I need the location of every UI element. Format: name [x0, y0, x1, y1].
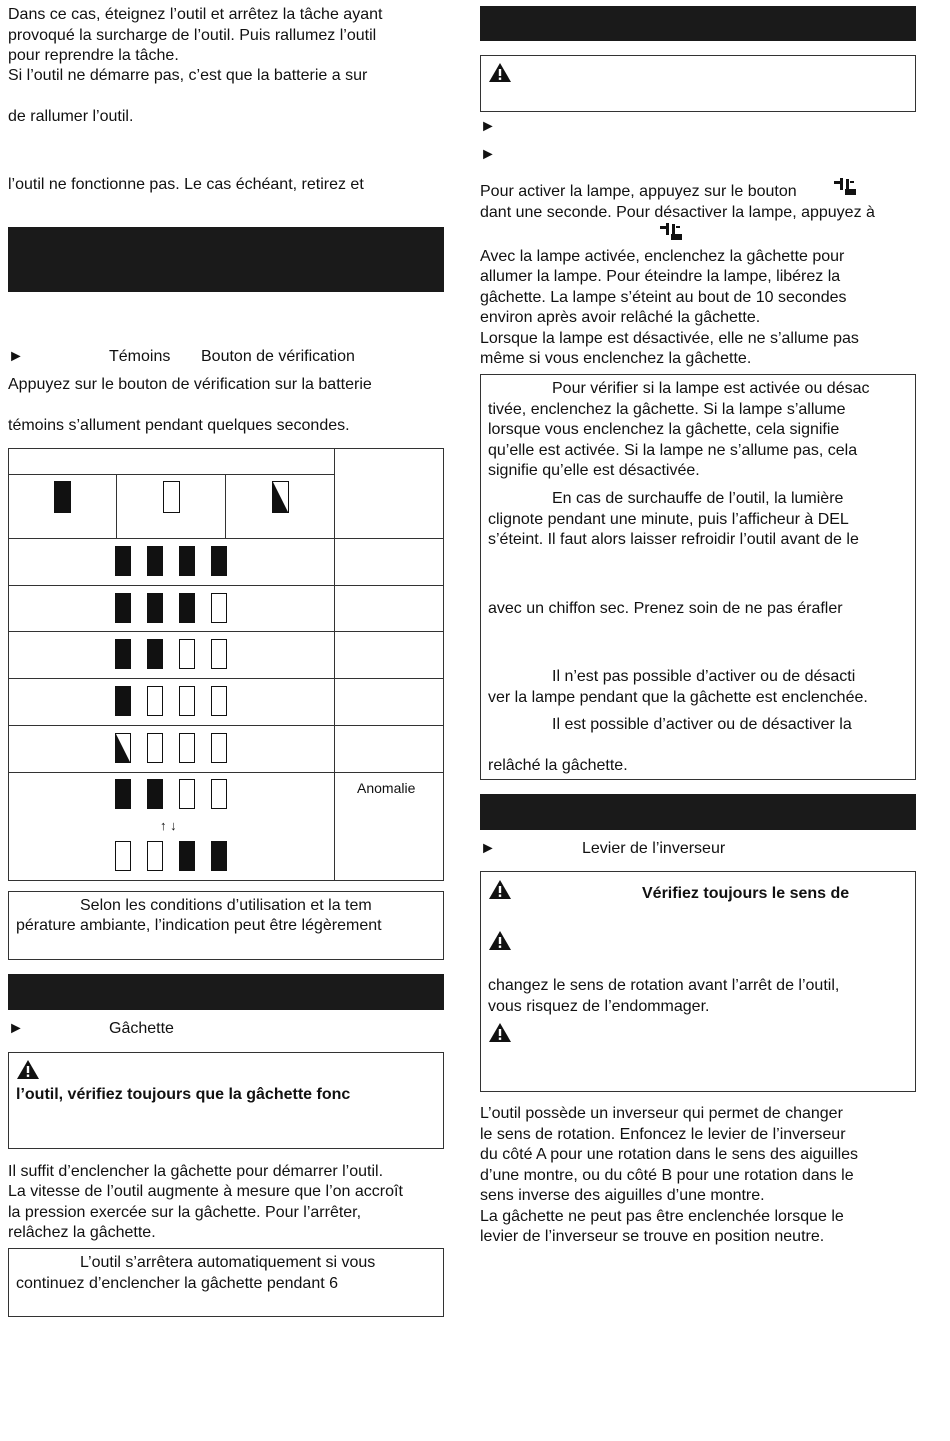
section-header-bar	[480, 6, 916, 41]
figure-label: Bouton de vérification	[201, 348, 355, 365]
note-text: continuez d’enclencher la gâchette pendant 6	[16, 1275, 339, 1292]
caution-text: changez le sens de rotation avant l’arrêt de l’outil,	[488, 977, 840, 994]
note-text: relâché la gâchette.	[488, 757, 628, 774]
body-text: Dans ce cas, éteignez l’outil et arrêtez la tâche ayant	[8, 6, 383, 23]
figure-arrow-icon: ►	[8, 1020, 24, 1037]
note-text: clignote pendant une minute, puis l’afficheur à DEL	[488, 511, 849, 528]
figure-arrow-icon: ►	[480, 118, 496, 135]
body-text: allumer la lampe. Pour éteindre la lampe, libérez la	[480, 268, 841, 285]
note-text: avec un chiffon sec. Prenez soin de ne pas érafler	[488, 600, 843, 617]
warning-triangle-icon	[488, 930, 512, 951]
note-text: tivée, enclenchez la gâchette. Si la lampe s’allume	[488, 401, 846, 418]
note-text: qu’elle est activée. Si la lampe ne s’allume pas, cela	[488, 442, 858, 459]
body-text: dant une seconde. Pour désactiver la lampe, appuyez à	[480, 204, 875, 221]
body-text: Il suffit d’enclencher la gâchette pour démarrer l’outil.	[8, 1163, 384, 1180]
warning-triangle-icon	[488, 1022, 512, 1043]
body-text: environ après avoir relâché la gâchette.	[480, 309, 761, 326]
note-text: lorsque vous enclenchez la gâchette, cela signifie	[488, 421, 840, 438]
lamp-button-icon	[833, 177, 857, 197]
note-text: Selon les conditions d’utilisation et la tem	[80, 897, 372, 914]
figure-label: Gâchette	[109, 1020, 174, 1037]
body-text: Pour activer la lampe, appuyez sur le bouton	[480, 183, 797, 200]
body-text: levier de l’inverseur se trouve en position neutre.	[480, 1228, 825, 1245]
lamp-button-icon	[659, 222, 683, 242]
body-text: provoqué la surcharge de l’outil. Puis rallumez l’outil	[8, 27, 377, 44]
anomaly-label: Anomalie	[357, 780, 416, 796]
note-text: Pour vérifier si la lampe est activée ou désac	[552, 380, 870, 397]
body-text: pour reprendre la tâche.	[8, 47, 179, 64]
body-text: de rallumer l’outil.	[8, 108, 134, 125]
section-header-bar	[480, 794, 916, 830]
blinking-indicator-icon	[272, 481, 289, 513]
note-text: Il est possible d’activer ou de désactiver la	[552, 716, 852, 733]
body-text: relâchez la gâchette.	[8, 1224, 156, 1241]
note-text: pérature ambiante, l’indication peut être légèrement	[16, 917, 382, 934]
body-text: Si l’outil ne démarre pas, c’est que la batterie a sur	[8, 67, 368, 84]
body-text: sens inverse des aiguilles d’une montre.	[480, 1187, 765, 1204]
body-text: Avec la lampe activée, enclenchez la gâchette pour	[480, 248, 845, 265]
body-text: même si vous enclenchez la gâchette.	[480, 350, 752, 367]
note-text: L’outil s’arrêtera automatiquement si vous	[80, 1254, 376, 1271]
body-text: L’outil possède un inverseur qui permet de changer	[480, 1105, 843, 1122]
section-header-bar	[8, 974, 444, 1010]
body-text: La gâchette ne peut pas être enclenchée lorsque le	[480, 1208, 844, 1225]
caution-text: Vérifiez toujours le sens de	[642, 885, 850, 902]
figure-arrow-icon: ►	[8, 348, 24, 365]
caution-text: l’outil, vérifiez toujours que la gâchette fonc	[16, 1086, 351, 1103]
note-text: En cas de surchauffe de l’outil, la lumière	[552, 490, 844, 507]
figure-label: Levier de l’inverseur	[582, 840, 726, 857]
warning-triangle-icon	[488, 62, 512, 83]
figure-arrow-icon: ►	[480, 840, 496, 857]
body-text: Appuyez sur le bouton de vérification sur la batterie	[8, 376, 372, 393]
figure-label: Témoins	[109, 348, 171, 365]
body-text: gâchette. La lampe s’éteint au bout de 10 secondes	[480, 289, 847, 306]
body-text: Lorsque la lampe est désactivée, elle ne s’allume pas	[480, 330, 859, 347]
body-text: le sens de rotation. Enfoncez le levier de l’inverseur	[480, 1126, 846, 1143]
body-text: du côté A pour une rotation dans le sens des aiguilles	[480, 1146, 859, 1163]
section-header-bar	[8, 227, 444, 292]
lit-indicator-icon	[54, 481, 71, 513]
warning-triangle-icon	[16, 1059, 40, 1080]
note-text: ver la lampe pendant que la gâchette est enclenchée.	[488, 689, 868, 706]
note-text: signifie qu’elle est désactivée.	[488, 462, 700, 479]
body-text: témoins s’allument pendant quelques secondes.	[8, 417, 350, 434]
caution-box	[480, 55, 916, 112]
body-text: La vitesse de l’outil augmente à mesure que l’on accroît	[8, 1183, 403, 1200]
warning-triangle-icon	[488, 879, 512, 900]
note-text: Il n’est pas possible d’activer ou de désacti	[552, 668, 856, 685]
caution-text: vous risquez de l’endommager.	[488, 998, 710, 1015]
body-text: d’une montre, ou du côté B pour une rotation dans le	[480, 1167, 854, 1184]
figure-arrow-icon: ►	[480, 146, 496, 163]
body-text: la pression exercée sur la gâchette. Pour l’arrêter,	[8, 1204, 362, 1221]
off-indicator-icon	[163, 481, 180, 513]
note-text: s’éteint. Il faut alors laisser refroidir l’outil avant de le	[488, 531, 859, 548]
body-text: l’outil ne fonctionne pas. Le cas échéant, retirez et	[8, 176, 364, 193]
alternating-arrows: ↑ ↓	[160, 818, 177, 833]
